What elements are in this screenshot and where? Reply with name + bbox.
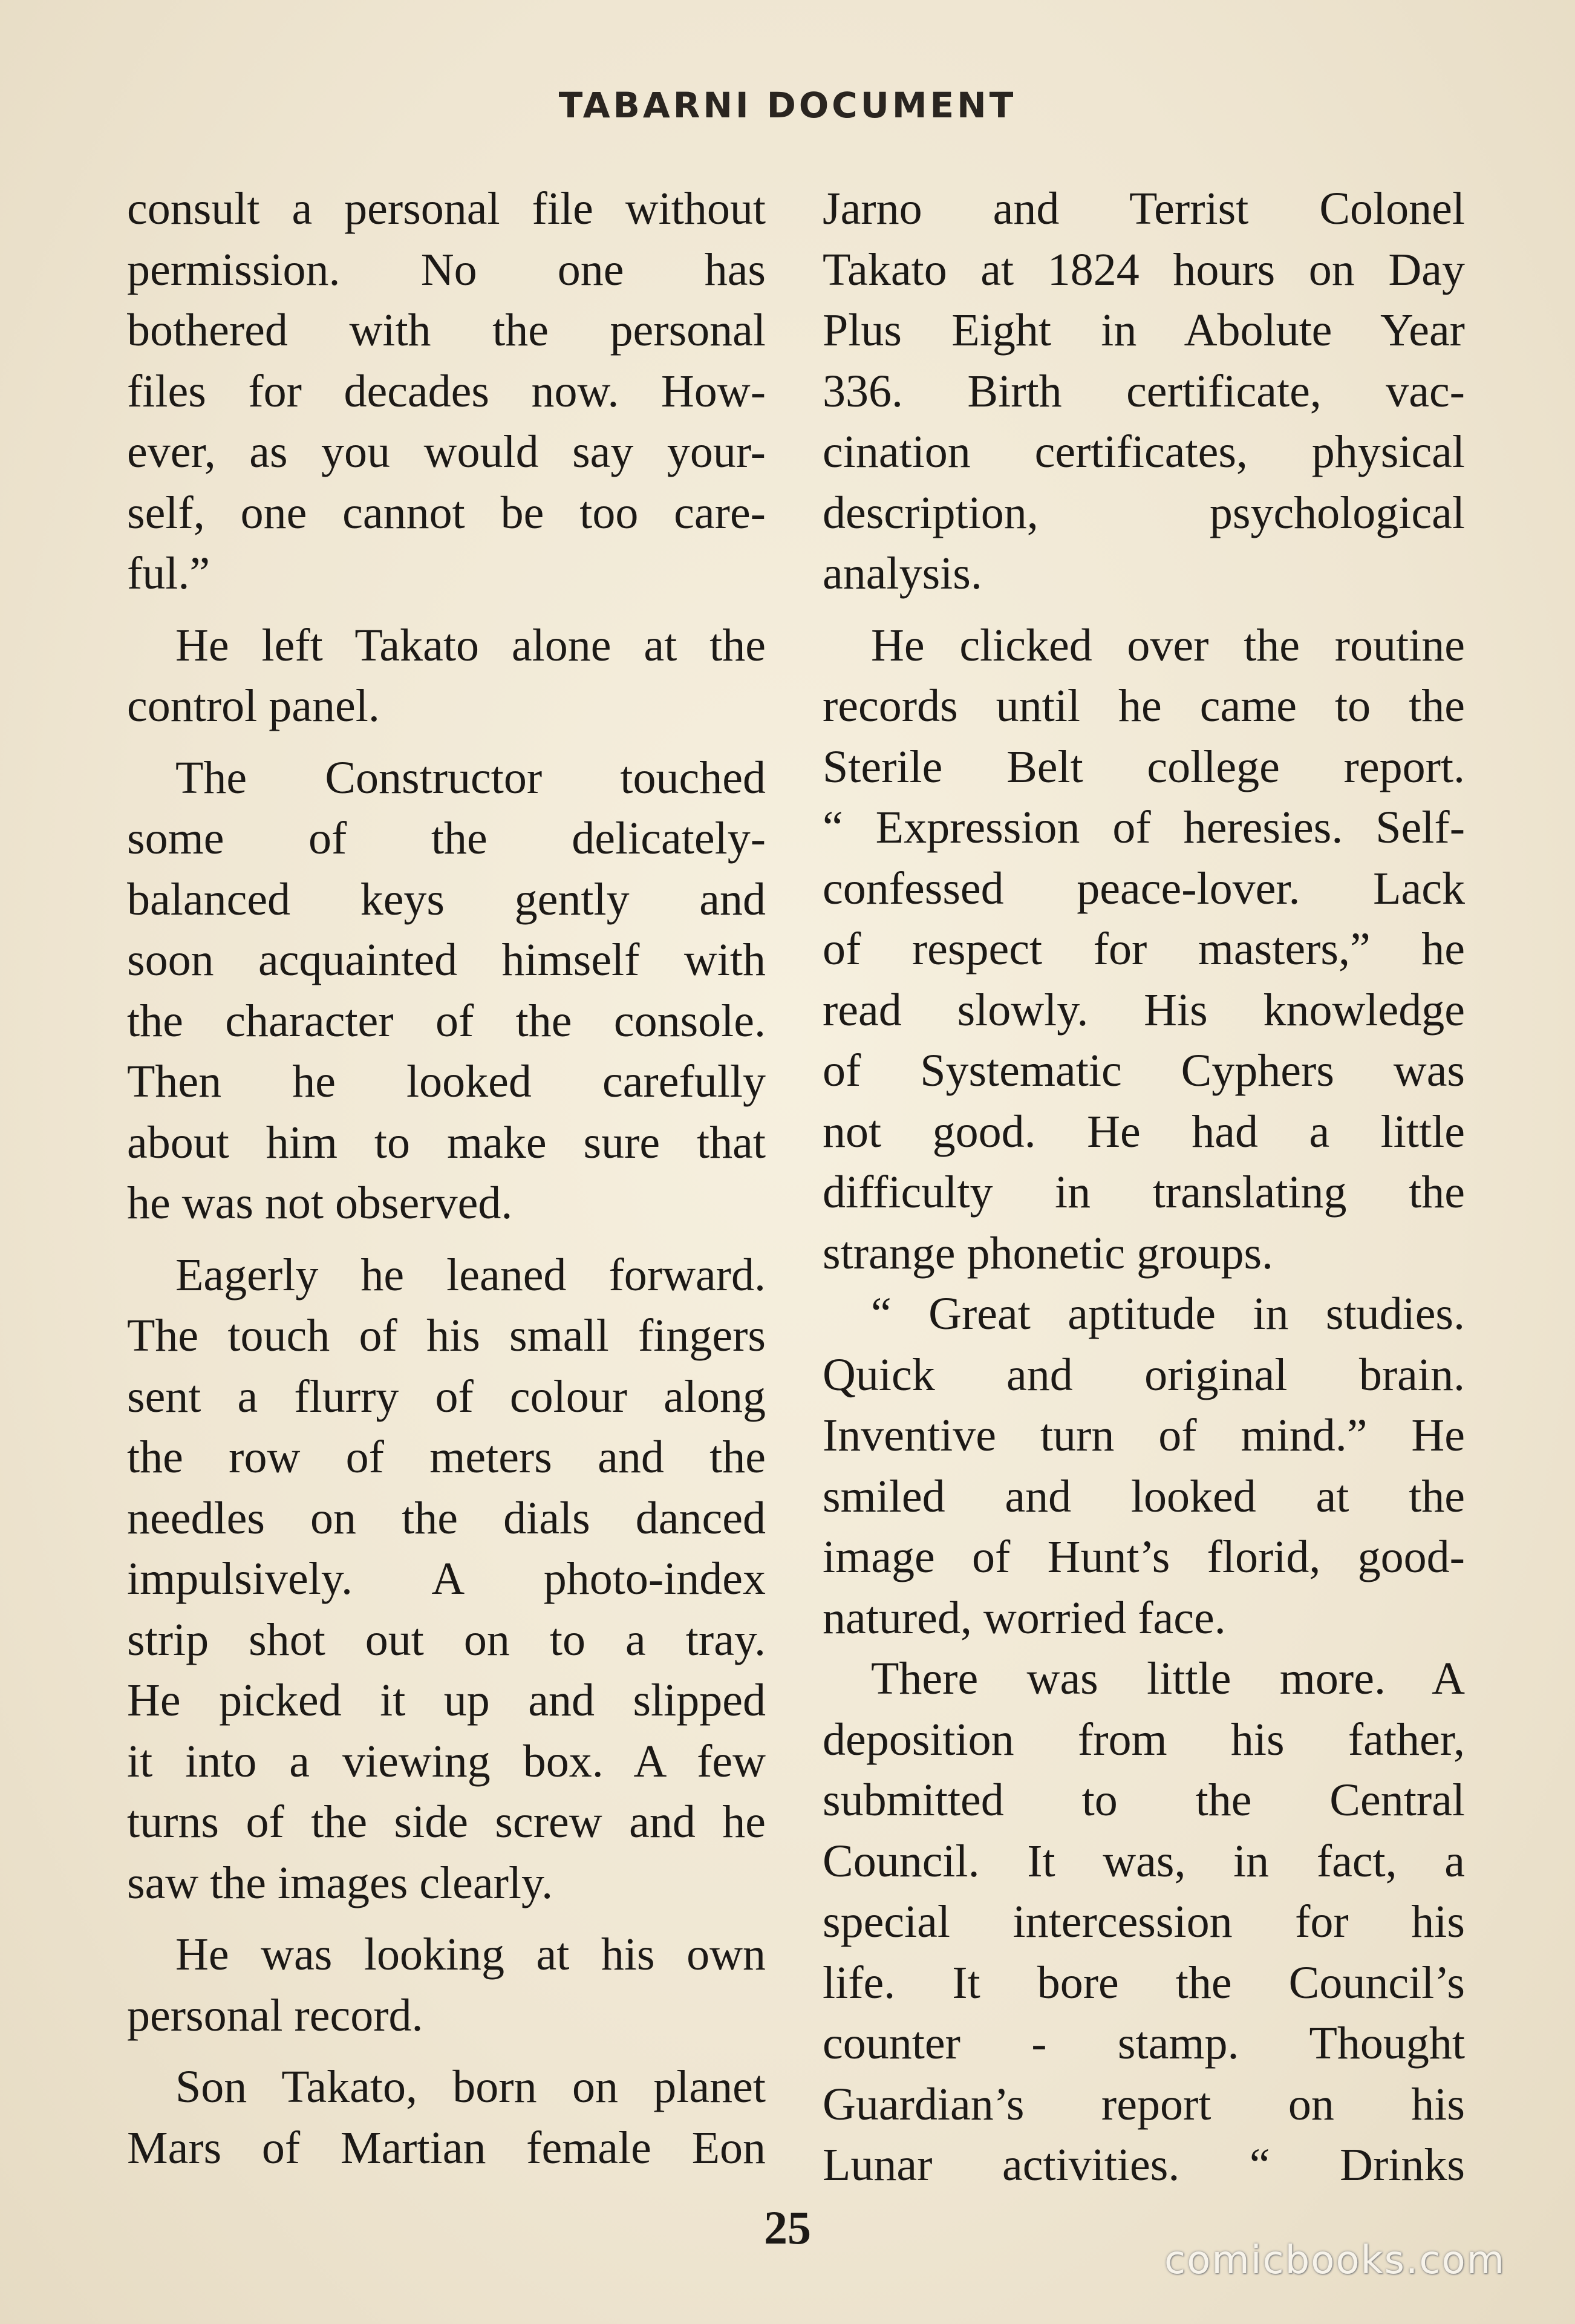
text-line: Sterile Belt college report. — [823, 741, 1465, 792]
text-line: ever, as you would say your- — [127, 426, 766, 477]
text-line: Eagerly he leaned forward. — [175, 1249, 766, 1301]
text-line: needles on the dials danced — [127, 1492, 766, 1544]
paragraph — [823, 1284, 1465, 1648]
text-line: deposition from his father, — [823, 1714, 1465, 1765]
text-line: image of Hunt’s florid, good- — [823, 1532, 1465, 1582]
text-line: difficulty in translating the — [823, 1167, 1465, 1218]
text-line: Jarno and Terrist Colonel — [823, 183, 1465, 234]
text-line: he was not observed. — [127, 1178, 513, 1229]
text-line: counter - stamp. Thought — [823, 2018, 1465, 2069]
text-line: saw the images clearly. — [127, 1857, 553, 1908]
paragraph — [823, 615, 1465, 1284]
text-line: description, psychological — [823, 487, 1465, 538]
right-column — [823, 178, 1465, 2196]
text-line: about him to make sure that — [127, 1117, 766, 1168]
text-line: of respect for masters,” he — [823, 924, 1465, 974]
text-line: Guardian’s report on his — [823, 2078, 1465, 2130]
text-line: Takato at 1824 hours on Day — [823, 244, 1465, 295]
text-line: There was little more. A — [871, 1653, 1465, 1704]
text-line: natured, worried face. — [823, 1592, 1226, 1643]
text-line: smiled and looked at the — [823, 1470, 1465, 1522]
text-line: He left Takato alone at the — [175, 619, 766, 671]
text-line: Quick and original brain. — [823, 1349, 1465, 1400]
text-line: “ Great aptitude in studies. — [871, 1288, 1465, 1339]
text-line: 336. Birth certificate, vac- — [823, 365, 1465, 417]
text-line: He clicked over the routine — [871, 619, 1465, 671]
text-line: control panel. — [127, 681, 380, 731]
text-line: bothered with the personal — [127, 305, 766, 356]
text-line: Council. It was, in fact, a — [823, 1835, 1465, 1887]
text-line: cination certificates, physical — [823, 426, 1465, 477]
text-line: the row of meters and the — [127, 1432, 766, 1483]
text-line: ful.” — [127, 548, 210, 599]
text-line: of Systematic Cyphers was — [823, 1045, 1465, 1096]
paragraph — [127, 748, 766, 1234]
paragraph — [823, 1648, 1465, 2196]
text-line: Then he looked carefully — [127, 1056, 766, 1107]
text-line: soon acquainted himself with — [127, 935, 766, 985]
text-line: He was looking at his own — [175, 1929, 766, 1980]
text-line: permission. No one has — [127, 244, 766, 295]
running-head: TABARNI DOCUMENT — [558, 85, 1017, 126]
text-line: submitted to the Central — [823, 1775, 1465, 1826]
text-line: The touch of his small fingers — [127, 1310, 766, 1361]
text-line: sent a flurry of colour along — [127, 1371, 766, 1422]
text-line: “ Expression of heresies. Self- — [823, 802, 1465, 853]
paragraph — [127, 1924, 766, 2046]
text-line: life. It bore the Council’s — [823, 1957, 1465, 2008]
paragraph — [127, 615, 766, 737]
text-line: Plus Eight in Abolute Year — [823, 305, 1465, 356]
text-line: He picked it up and slipped — [127, 1675, 766, 1726]
text-line: read slowly. His knowledge — [823, 984, 1465, 1036]
text-line: strange phonetic groups. — [823, 1227, 1274, 1279]
paragraph — [127, 178, 766, 604]
text-line: some of the delicately- — [127, 813, 766, 864]
text-line: records until he came to the — [823, 681, 1465, 731]
watermark: comicbooks.com — [1164, 2238, 1506, 2283]
text-line: balanced keys gently and — [127, 873, 766, 925]
text-line: Inventive turn of mind.” He — [823, 1410, 1465, 1461]
text-line: consult a personal file without — [127, 183, 766, 234]
text-line: Son Takato, born on planet — [175, 2061, 766, 2112]
text-line: files for decades now. How- — [127, 365, 766, 417]
text-line: it into a viewing box. A few — [127, 1735, 766, 1787]
text-line: impulsively. A photo-index — [127, 1553, 766, 1604]
text-line: analysis. — [823, 548, 982, 599]
text-line: special intercession for his — [823, 1896, 1465, 1947]
text-line: not good. He had a little — [823, 1106, 1465, 1157]
text-line: Mars of Martian female Eon — [127, 2122, 766, 2173]
text-line: the character of the console. — [127, 995, 766, 1046]
text-line: self, one cannot be too care- — [127, 487, 766, 538]
text-line: turns of the side screw and he — [127, 1797, 766, 1847]
text-line: The Constructor touched — [175, 752, 766, 803]
page-number: 25 — [764, 2201, 811, 2254]
paragraph — [823, 178, 1465, 604]
paragraph — [127, 2057, 766, 2178]
left-column — [127, 178, 766, 2178]
text-line: personal record. — [127, 1989, 423, 2041]
text-line: strip shot out on to a tray. — [127, 1614, 766, 1665]
text-line: confessed peace-lover. Lack — [823, 863, 1465, 914]
paragraph — [127, 1245, 766, 1914]
text-line: Lunar activities. “ Drinks — [823, 2140, 1465, 2190]
